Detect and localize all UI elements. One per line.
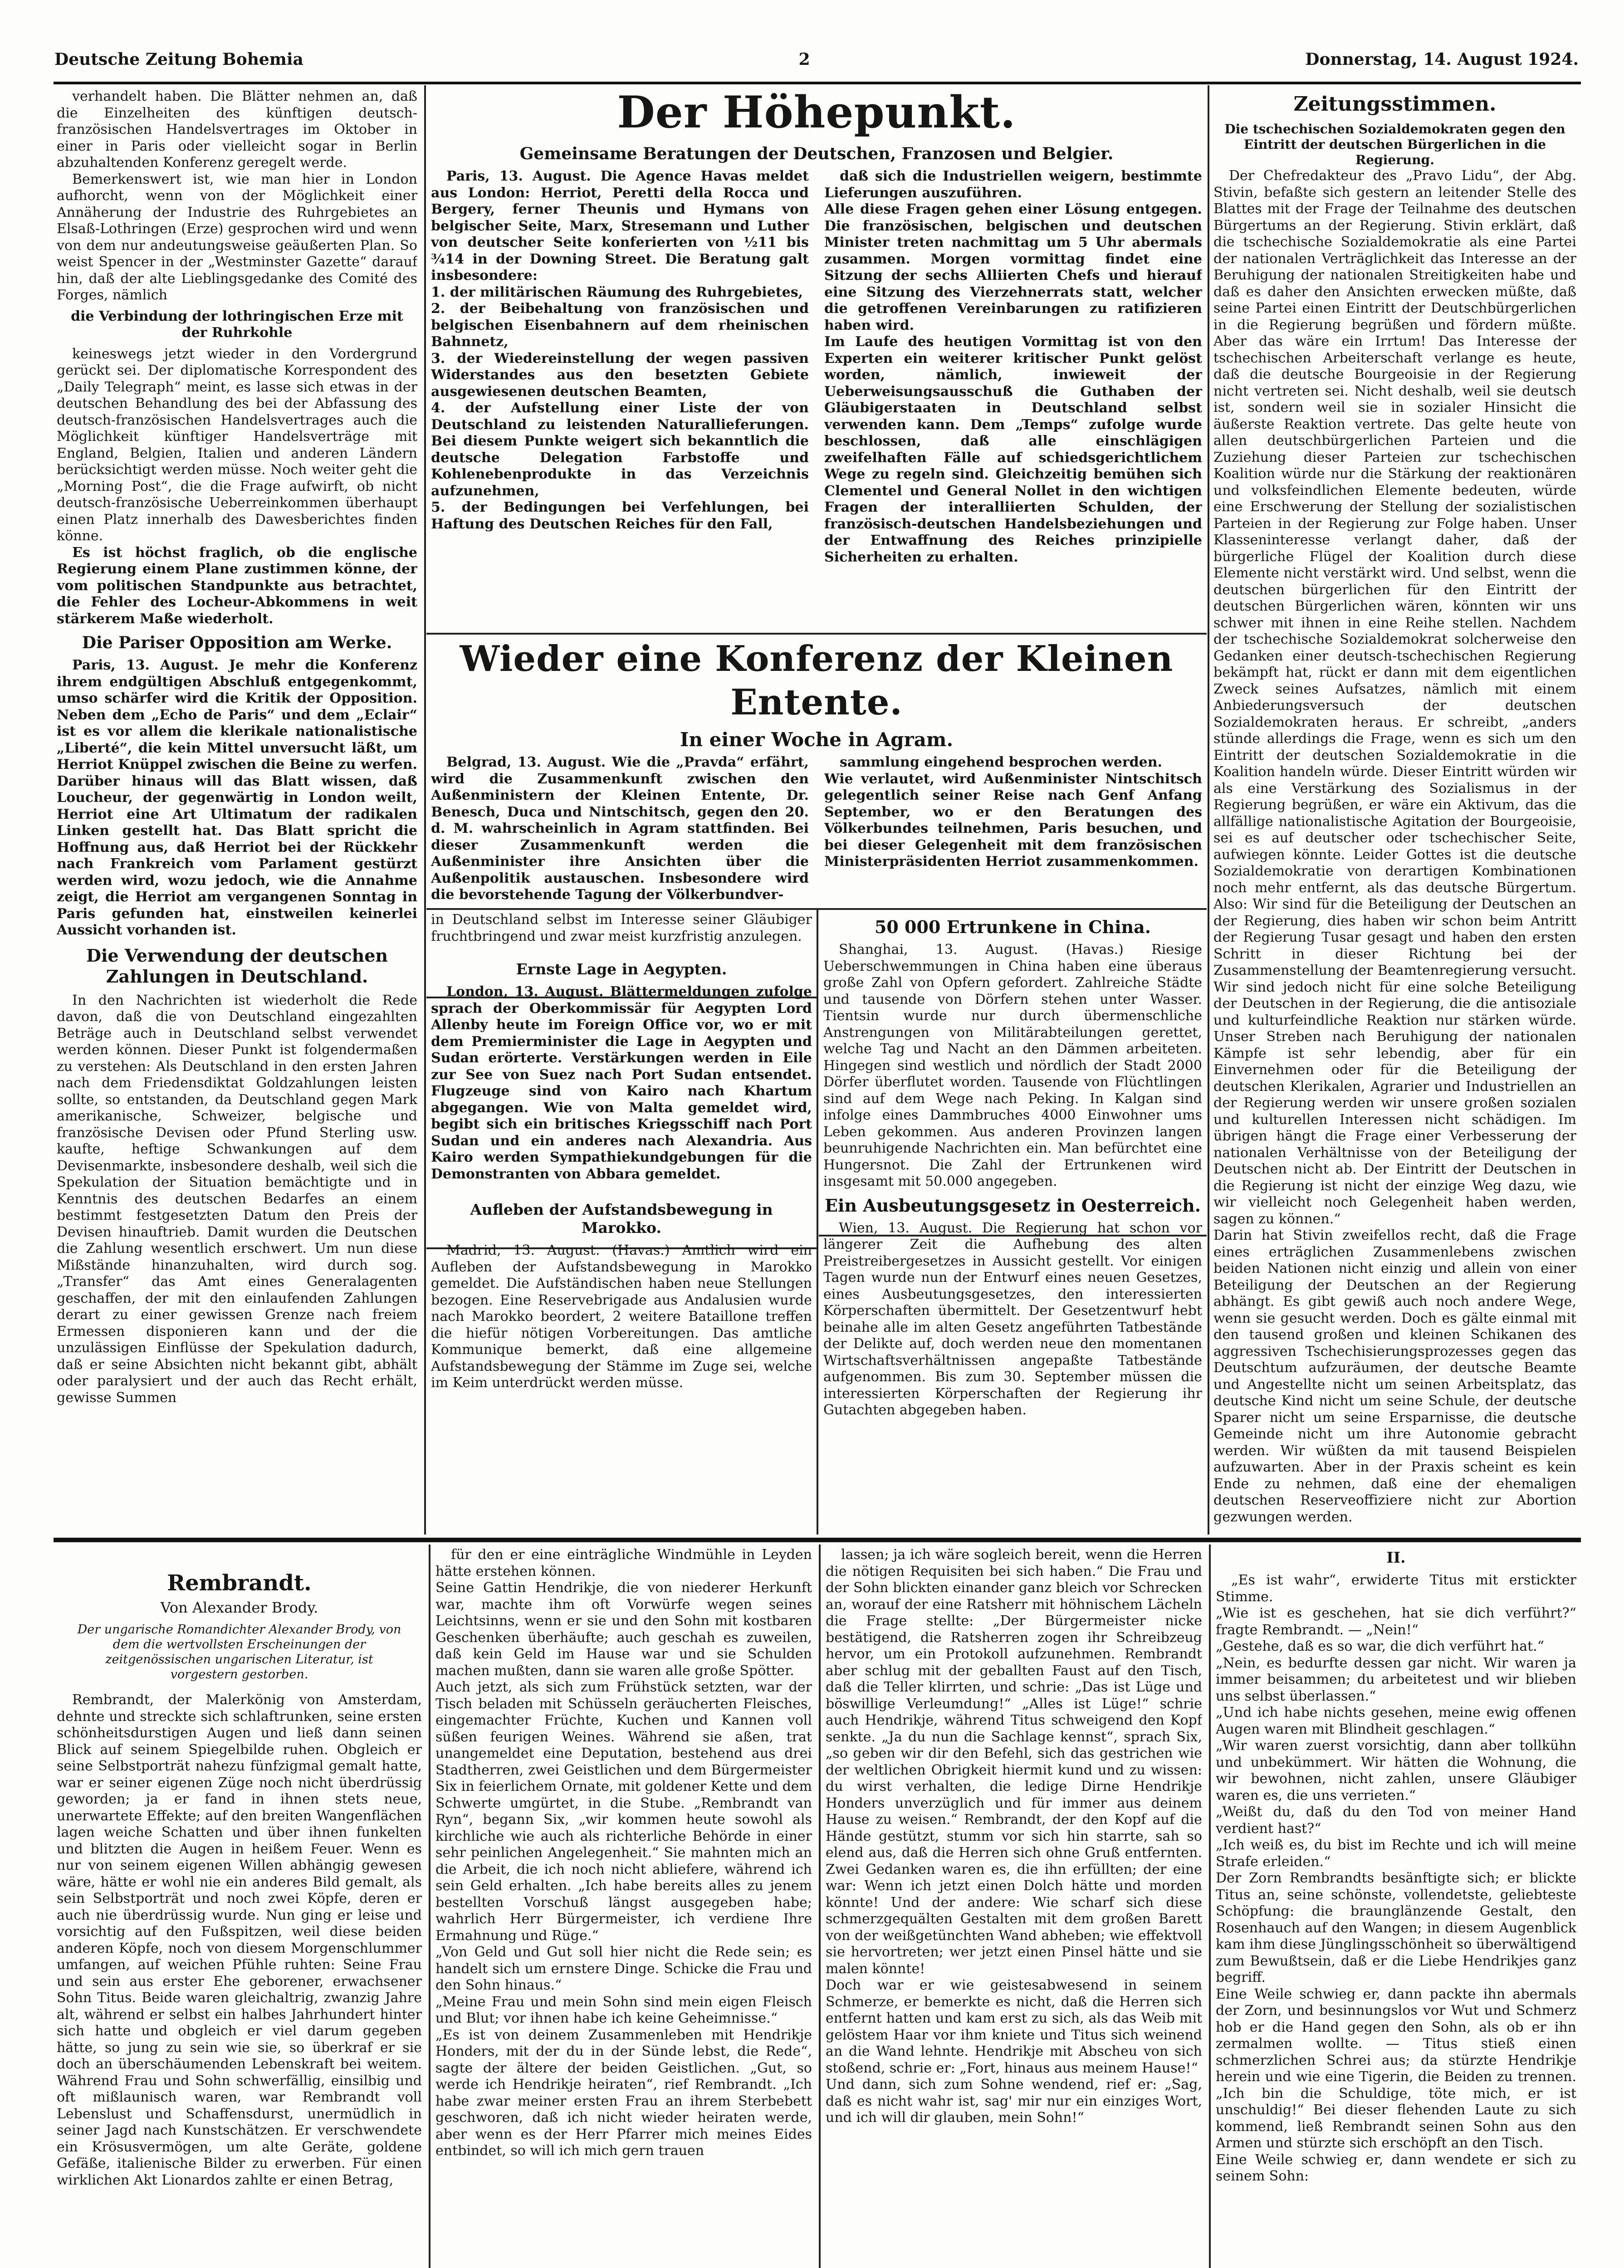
article-title: Die Verwendung der deutschen Zahlungen in Deutschland.: [86, 945, 388, 987]
article-entente: [431, 637, 1202, 907]
article-body: Madrid, 13. August. (Havas.) Amtlich wird ein Aufleben der Aufstandsbewegung in Marokko gemeldet. Die Aufständischen haben neue Stellungen bezogen. Eine Reservebrigade aus Andalusien wurde nach Marokko beordert, 2 weitere Bataillone treffen die hiefür nötigen Vorbereitungen. Das amtliche Kommunique bemerkt, daß eine allgemeine Aufstandsbewegung der Stämme im Zuge sei, welche im Keim unterdrückt werden müsse.: [431, 1242, 812, 1391]
article-body: In den Nachrichten ist wiederholt die Rede davon, daß die von Deutschland eingezahlten Beträge auch in Deutschland selbst verwendet werden können. Dieser Punkt ist folgendermaßen zu verstehen: Als Deutschland in den ersten Jahren nach dem Friedensdiktat Goldzahlungen leisten sollte, so entstanden, da Deutschland gegen Mark amerikanische, Schweizer, belgische und französische Devisen oder Pfund Sterling usw. kaufte, heftige Schwankungen auf dem Devisenmarkte, insbesondere deshalb, weil sich die Spekulation der Situation bemächtigte und in Kenntnis des deutschen Bedarfes an einem bestimmt festgesetzten Datum den Preis der Devisen hinauftrieb. Damit wurden die Deutschen die Zahlung wesentlich erschwert. Um nun diese Mißstände hinanzuhalten, wird durch sog. „Transfer“ das Amt eines Generalagenten geschaffen, der mit den einlaufenden Zahlungen derart zu einer gewissen Grenze nach freiem Ermessen disponieren kann und der die unzulässigen Einflüsse der Spekulation dadurch, daß er seine Absichten nicht bekannt gibt, abhält oder paralysiert und der auch das Recht erhält, gewisse Summen: [57, 992, 417, 1406]
feuilleton-column-4: [1216, 1547, 1576, 2268]
top-rule: [54, 82, 1581, 84]
column-rule: [817, 909, 818, 1535]
article-body-left: Paris, 13. August. Die Agence Havas meldet aus London: Herriot, Peretti della Rocca und Bergery, ferner Theunis und Hymans von belgischer Seite, Marx, Stresemann und Luther von deutscher Seite konferierten von ½11 bis ¾14 in der Downing Street. Die Beratung galt insbesondere: 1. der militärischen Räumung des Ruhrgebietes, 2. der Beibehaltung von französischen und belgischen Eisenbahnern auf dem rheinischen Bahnnetz, 3. der Wiedereinstellung der wegen passiven Widerstandes aus den besetzten Gebiete ausgewiesenen deutschen Beamten, 4. der Aufstellung einer Liste der von Deutschland zu leistenden Naturallieferungen. Bei diesem Punkte weigert sich bekanntlich die deutsche Delegation Farbstoffe und Kohlenebenprodukte in das Verzeichnis aufzunehmen, 5. der Bedingungen bei Verfehlungen, bei Haftung des Deutschen Reiches für den Fall,: [431, 168, 809, 532]
column-right: [1213, 86, 1576, 1535]
section-subtitle: Die tschechischen Sozialdemokraten gegen den Eintritt der deutschen Bürgerlichen in die Regierung.: [1224, 122, 1565, 167]
feuilleton-column-1: [57, 1547, 422, 2268]
section-rule: [426, 633, 1207, 635]
feuilleton-title: Rembrandt.: [167, 1570, 312, 1596]
article-body-right: daß sich die Industriellen weigern, bestimmte Lieferungen auszuführen. Alle diese Fragen gehen einer Lösung entgegen. Die französischen, belgischen und deutschen Minister treten nachmittag um 5 Uhr abermals zusammen. Morgen vormittag findet eine Sitzung der sechs Alliierten Chefs und hierauf eine Sitzung des Vierzehnerrats statt, welcher die getroffenen Vereinbarungen zu ratifizieren haben wird. Im Laufe des heutigen Vormittag ist von den Experten ein weiterer kritischer Punkt gelöst worden, nämlich, inwieweit der Ueberweisungsausschuß die Guthaben der Gläubigerstaaten in Deutschland selbst verwenden kann. Dem „Temps“ zufolge wurde beschlossen, daß alle einschlägigen zweifelhaften Fälle auf schiedsgerichtlichem Wege zu regeln sind. Gleichzeitig bemühen sich Clementel und General Nollet in den wichtigen Fragen der interalliierten Schulden, der französisch-deutschen Handelsbeziehungen und der Entwaffnung des Reiches prinzipielle Sicherheiten zu erhalten.: [824, 168, 1202, 565]
paragraph: verhandelt haben. Die Blätter nehmen an, daß die Einzelheiten des künftigen deutsch-französischen Handelsvertrages im Oktober in einer in Paris oder vielleicht sogar in Berlin abzuhaltenden Konferenz geregelt werde.: [57, 88, 417, 171]
article-body: Wien, 13. August. Die Regierung hat schon vor längerer Zeit die Aufhebung des alten Preistreibergesetzes in Aussicht gestellt. Vor einigen Tagen wurde nun der Entwurf eines neuen Gesetzes, eines Ausbeutungsgesetzes, den interessierten Körperschaften übermittelt. Der Gesetzentwurf hebt beinahe alle im alten Gesetz angeführten Tatbestände der Delikte auf, doch werden neue den momentanen Wirtschaftsverhältnissen angepaßte Tatbestände aufgenommen. Bis zum 30. September müssen die interessierten Körperschaften der Regierung ihr Gutachten abgegeben haben.: [823, 1220, 1202, 1418]
page-number: 2: [798, 50, 810, 69]
chapter-number: II.: [1386, 1549, 1406, 1566]
article-body: London, 13. August. Blättermeldungen zufolge sprach der Oberkommissär für Aegypten Lord Allenby heute im Foreign Office vor, wo er mit dem Premierminister die Lage in Aegypten und Sudan erörterte. Verstärkungen werden in Eile zur See von Suez nach Port Sudan entsendet. Flugzeuge sind von Kairo nach Khartum abgegangen. Wie von Malta gemeldet wird, begibt sich ein britisches Kriegsschiff nach Port Sudan und ein anderes nach Alexandria. Aus Kairo werden Sympathiekundgebungen für die Demonstranten von Abbara gemeldet.: [431, 984, 812, 1182]
paragraph: in Deutschland selbst im Interesse seiner Gläubiger fruchtbringend und zwar meist kurzfristig anzulegen.: [431, 912, 812, 944]
feuilleton-text: für den er eine einträgliche Windmühle in Leyden hätte erstehen können. Seine Gattin Hendrikje, die von niederer Herkunft war, machte ihm oft Vorwürfe wegen seines Leichtsinns, wenn er sie und den Sohn mit kostbaren Geschenken überhäufte; auch geschah es zuweilen, daß kein Geld im Hause war und sie Schulden machen mußten, dann sie waren alle große Spötter. Auch jetzt, als sich zum Frühstück setzten, war der Tisch beladen mit Schüsseln geräucherten Fleisches, eingemachter Früchte, Kuchen und Kannen voll süßen feurigen Weines. Während sie aßen, trat unangemeldet eine Deputation, bestehend aus drei Stadtherren, zwei Geistlichen und dem Bürgermeister Six in feierlichem Ornate, mit goldener Kette und dem Schwerte umgürtet, in die Stube. „Rembrandt van Ryn“, begann Six, „wir kommen heute sowohl als kirchliche wie auch als richterliche Behörde in einer sehr peinlichen Angelegenheit.“ Sie mahnten mich an die Arbeit, die ich noch nicht abliefere, während ich sein Geld erhalten. „Ich habe bereits alles zu jenem bestellten Vorschuß längst ausgegeben habe; wahrlich Herr Bürgermeister, ich verdiene Ihre Ermahnung und Rüge.“ „Von Geld und Gut soll hier nicht die Rede sein; es handelt sich um ernstere Dinge. Schicke die Frau und den Sohn hinaus.“ „Meine Frau und mein Sohn sind mein eigen Fleisch und Blut; vor ihnen habe ich keine Geheimnisse.“ „Es ist von deinem Zusammenleben mit Hendrikje Honders, mit der du in der Sünde lebst, die Rede“, sagte der ältere der beiden Geistlichen. „Gut, so werde ich Hendrikje heiraten“, rief Rembrandt. „Ich habe zwar meiner ersten Frau an ihrem Sterbebett geschworen, daß ich nicht wieder heiraten werde, aber wenn es der Herr Pfarrer mich meines Eides entbindet, so will ich mich gern trauen: [435, 1547, 812, 2159]
column-center-left: [431, 912, 812, 1535]
paragraph: Es ist höchst fraglich, ob die englische Regierung einem Plane zustimmen könne, der vom politischen Standpunkte aus betrachtet, die Fehler des Locheur-Abkommens in weit stärkerem Maße wiederholt.: [57, 544, 417, 627]
headline: Wieder eine Konferenz der Kleinen Entente.: [460, 638, 1174, 723]
paragraph: Bemerkenswert ist, wie man hier in London aufhorcht, wenn von der Möglichkeit einer Annäherung der Industrie des Ruhrgebietes an Elsaß-Lothringen (Erze) gesprochen wird und wenn von dem nur andeutungsweise geäußerten Plan. So weist Spencer in der „Westminster Gazette“ darauf hin, daß der alte Lieblingsgedanke des Comité des Forges, nämlich: [57, 171, 417, 303]
section-body: Der Chefredakteur des „Pravo Lidu“, der Abg. Stivin, befaßte sich gestern an leitender Stelle des Blattes mit der Frage der Teilnahme des deutschen Bürgertums an der Regierung. Stivin erklärt, daß die tschechische Sozialdemokratie als eine Partei der nationalen Verträglichkeit das Interesse an der Beruhigung der nationalen Streitigkeiten habe und daß es daher den Ansichten erwecken müßte, daß seine Partei einen Eintritt der Deutschbürgerlichen in die Regierung begrüßen und fördern müßte. Aber das wäre ein Irrtum! Das Interesse der tschechischen Arbeiterschaft verlange es heute, daß die deutsche Bourgeoisie in der Regierung nicht vertreten sei. Nicht deshalb, weil sie deutsch ist, sondern weil sie in sozialer Hinsicht die äußerste Reaktion vertrete. Das gelte heute von allen deutschbürgerlichen Parteien und die Zuziehung dieser Parteien zur tschechischen Koalition würde nur die Stärkung der reaktionären und volksfeindlichen Elemente bedeuten, würde eine Erschwerung der Stellung der sozialistischen Parteien in der Regierung zur Folge haben. Unser Klasseninteresse verlangt daher, daß der bürgerliche Flügel der Koalition durch diese Elemente nicht verstärkt wird. Und selbst, wenn die deutschen bürgerlichen für den Eintritt der deutschen Bürgerlichen wären, könnten wir uns schwer mit ihnen in eine Reihe stellen. Nachdem der tschechische Sozialdemokrat solcherweise den Gedanken einer deutsch-tschechischen Regierung bekämpft hat, rückt er dann mit dem eigentlichen Zweck seines Aufsatzes, nämlich mit einem Anbiederungsversuch der deutschen Sozialdemokraten heraus. Er schreibt, „anders stünde allerdings die Frage, wenn es sich um den Eintritt der deutschen Sozialdemokratie in die Koalition handeln würde. Dieser Eintritt würden wir als eine Verstärkung des Sozialismus in der Regierung begrüßen, er wäre ein Aktivum, das die allfällige nationalistische Agitation der Bourgeoisie, sei es auf deutscher oder tschechischer Seite, aufwiegen könnte. Leider Gottes ist die deutsche Sozialdemokratie von derartigen Kombinationen noch mehr entfernt, als das deutsche Bürgertum. Also: Wir sind für die Beteiligung der Deutschen an der Regierung, dies haben wir schon beim Antritt der Regierung Tusar gesagt und haben den ersten Schritt in dieser Richtung bei der Zusammenstellung der Beamtenregierung versucht. Wir sind jedoch nicht für eine solche Beteiligung der Deutschen in der Regierung, die die antisoziale und kulturfeindliche Reaktion nur stärken würde. Unser Streben nach Beruhigung der nationalen Kämpfe ist sehr lebendig, aber für ein Einvernehmen oder für die Beteiligung der deutschen Klerikalen, Agrarier und Industriellen an der Regierung werden wir unsere großen sozialen und kulturellen Interessen nicht schädigen. Im übrigen hängt die Frage einer Verbesserung der nationalen Verhältnisse von der Beteiligung der Deutschen nicht ab. Der Eintritt der Deutschen in die Regierung ist nicht der einzige Weg dazu, wie wir vielleicht noch Gelegenheit haben werden, sagen zu können.“ Darin hat Stivin zweifellos recht, daß die Frage eines erträglichen Zusammenlebens zwischen beiden Nationen nicht einzig und allein von einer Beteiligung der Deutschen an der Regierung abhängt. Es gibt gewiß auch noch andere Wege, wenn sie gesucht werden. Doch es gälte einmal mit den tausend großen und kleinen Schikanen des aggressiven Tschechisierungsprozesses gegen das Deutschtum aufzuräumen, der deutsche Beamte und Angestellte nicht um seinen Arbeitsplatz, das deutsche Kind nicht um seine Schule, der deutsche Sparer nicht um seine Ersparnisse, die deutsche Gemeinde nicht um ihre Autonomie gebracht werden. Wir wüßten da mit tausend Beispielen aufzuwarten. Aber in der Praxis scheint es kein Ende zu nehmen, daß eine der ehemaligen deutschen Reserveoffiziere nicht zur Abortion gezwungen werden.: [1213, 168, 1576, 1525]
masthead: Deutsche Zeitung Bohemia: [54, 50, 303, 69]
column-rule: [1208, 85, 1209, 1535]
section-title: Zeitungsstimmen.: [1293, 93, 1497, 116]
article-hoehepunkt: [431, 86, 1202, 631]
article-body: Shanghai, 13. August. (Havas.) Riesige Ueberschwemmungen in China haben eine überaus große Zahl von Opfern gefordert. Zahlreiche Städte und tausende von Dörfern stehen unter Wasser. Tientsin wurde nur durch übermenschliche Anstrengungen von Militärabteilungen gerettet, welche Tag und Nacht an den Dämmen arbeiteten. Hingegen sind westlich und nördlich der Stadt 2000 Dörfer überflutet worden. Tausende von Flüchtlingen sind auf dem Wege nach Peking. In Kalgan sind infolge eines Dammbruches 4000 Einwohner ums Leben gekommen. Aus anderen Provinzen langen beunruhigende Nachrichten ein. Man befürchtet eine Hungersnot. Die Zahl der Ertrunkenen wird insgesamt mit 50.000 angegeben.: [823, 942, 1202, 1189]
column-left: [57, 88, 417, 1533]
paragraph: keineswegs jetzt wieder in den Vordergrund gerückt sei. Der diplomatische Korrespondent des „Daily Telegraph“ meint, es lasse sich etwas in der deutschen Behandlung des bei der Abfassung des deutsch-französischen Handelsvertrages auch die Möglichkeit künftiger Handelsverträge mit England, Belgien, Italien und anderen Ländern berücksichtigt werden müsse. Noch weiter geht die „Morning Post“, die die Frage aufwirft, ob nicht deutsch-französische Ueberreinkommen überhaupt einen Platz innerhalb des Dawesberichtes finden könne.: [57, 346, 417, 544]
subheadline: In einer Woche in Agram.: [680, 728, 954, 751]
subheadline: Gemeinsame Beratungen der Deutschen, Franzosen und Belgier.: [519, 144, 1114, 163]
feuilleton-column-3: [826, 1547, 1202, 2268]
column-center-right: [823, 912, 1202, 1535]
running-head: [54, 44, 1579, 75]
column-rule: [819, 1545, 821, 2268]
feuilleton-text: Rembrandt, der Malerkönig von Amsterdam, dehnte und streckte sich schlaftrunken, seine ersten schönheitsdurstigen Augen und ließ dann seinen Blick auf seinem Spiegelbilde ruhen. Obgleich er seine Selbstporträt nahezu fünfzigmal gemalt hatte, war er seiner eigenen Züge noch nicht überdrüssig geworden; ja er fand in ihnen stets neue, unerwartete Effekte; auf den breiten Wangenflächen lagen weiche Schatten und über ihnen funkelten und blitzten die Augen in heißem Feuer. Wenn es nur von seinem eigenen Willen abhängig gewesen wäre, hätte er wohl nie ein anderes Bild gemalt, als sein Selbstporträt und noch zwei Köpfe, deren er auch nie überdrüssig wurde. Nun ging er leise und vorsichtig auf den Fußspitzen, weil diese beiden anderen Köpfe, noch von diesem Morgenschlummer umfangen, auf weichen Pfühle ruhten: Seine Frau und sein aus erster Ehe geborener, erwachsener Sohn Titus. Beide waren gleichaltrig, zwanzig Jahre alt, während er selbst ein halbes Jahrhundert hinter sich hatte und obgleich er viel darum gegeben hätte, so jung zu sein wie sie, so überkraf er sie doch an überschäumenden Lebenskraft bei weitem. Während Frau und Sohn schwerfällig, einsilbig und oft mißlaunisch waren, war Rembrandt voll Lebenslust und Schaffensdurst, unermüdlich in seiner Jagd nach Kunstschätzen. Er verschwendete ein Krösusvermögen, um alte Geräte, goldene Gefäße, italienische Bilder zu erwerben. Für einen wirklichen Akt Lionardos zahlte er einen Betrag,: [57, 1692, 422, 2188]
quoted-heading: die Verbindung der lothringischen Erze mit der Ruhrkohle: [71, 308, 403, 341]
headline: Der Höhepunkt.: [617, 87, 1016, 138]
article-title: Aufleben der Aufstandsbewegung in Marokko.: [470, 1201, 773, 1237]
feuilleton-text: lassen; ja ich wäre sogleich bereit, wenn die Herren die nötigen Requisiten bei sich haben.“ Die Frau und der Sohn blickten einander ganz bleich vor Schrecken an, worauf der eine Ratsherr mit höhnischem Lächeln die Frage stellte: „Der Bürgermeister nicke bestätigend, die Ratsherren zogen ihr Schreibzeug hervor, um ein Protokoll aufzunehmen. Rembrandt aber schlug mit der geballten Faust auf den Tisch, daß die Teller klirrten, und schrie: „Das ist Lüge und böswillige Verleumdung!“ „Alles ist Lüge!“ schrie auch Hendrikje, während Titus schweigend den Kopf senkte. „Ja du nun die Sachlage kennst“, sprach Six, „so geben wir dir den Befehl, sich das gestrichen wie der weltlichen Obrigkeit hiermit kund und zu wissen: du wirst verhalten, die ledige Dirne Hendrikje Honders unverzüglich und für immer aus deinem Hause zu weisen.“ Rembrandt, der den Kopf auf die Hände gestützt, stumm vor sich hin starrte, sah so elend aus, daß die Herren sich ohne Gruß entfernten. Zwei Gedanken waren es, die ihn erfüllten; der eine war: Wenn ich jetzt einen Dolch hätte und morden könnte! Und der andere: Wie scharf sich diese schmerzgequälten Gestalten mit dem großen Barett von der weißgetünchten Wand abheben; wie effektvoll sie hervortreten; wer jetzt einen Pinsel hätte und sie malen könnte! Doch war er wie geistesabwesend in seinem Schmerze, er bemerkte es nicht, daß die Herren sich entfernt hatten und kam erst zu sich, als das Weib mit gelöstem Haar vor ihm kniete und Titus sich weinend an die Wand lehnte. Hendrikje mit Abscheu von sich stoßend, schrie er: „Fort, hinaus aus meinem Hause!“ Und dann, sich zum Sohne wendend, rief er: „Sag, daß es nicht wahr ist, sag' mir nur ein einziges Wort, und ich will dir glauben, mein Sohn!“: [826, 1547, 1202, 2126]
section-rule: [426, 908, 1207, 910]
article-body: Paris, 13. August. Je mehr die Konferenz ihrem endgültigen Abschluß entgegenkommt, umso schärfer wird die Kritik der Opposition. Neben dem „Echo de Paris“ und dem „Eclair“ ist es vor allem die klerikale nationalistische „Liberté“, die kein Mittel unversucht läßt, um Herriot Knüppel zwischen die Beine zu werfen. Darüber hinaus will das Blatt wissen, daß Loucheur, der gegenwärtig in London weilt, Herriot eine Art Ultimatum der radikalen Linken gestellt hat. Das Blatt spricht die Hoffnung aus, daß Herriot bei der Rückkehr nach Frankreich vom Parlament gestürzt werden wird, wozu jedoch, wie die Annahme zeigt, die Herriot am vergangenen Sonntag in Paris gefunden hat, einstweilen keinerlei Aussicht vorhanden ist.: [57, 657, 417, 938]
feuilleton-rule: [54, 1538, 1581, 1542]
column-rule: [429, 1545, 430, 2268]
article-title: Die Pariser Opposition am Werke.: [82, 633, 392, 652]
feuilleton-note: Der ungarische Romandichter Alexander Brody, von dem die wertvollsten Erscheinungen der zeitgenössischen ungarischen Literatur, ist vorgestern gestorben.: [77, 1623, 401, 1681]
column-rule: [1209, 1545, 1211, 2268]
article-title: 50 000 Ertrunkene in China.: [874, 917, 1151, 937]
feuilleton-text: „Es ist wahr“, erwiderte Titus mit erstickter Stimme. „Wie ist es geschehen, hat sie dich verführt?“ fragte Rembrandt. — „Nein!“ „Gestehe, daß es so war, die dich verführt hat.“ „Nein, es bedurfte dessen gar nicht. Wir waren ja immer beisammen; du arbeitetest und wir blieben uns selbst überlassen.“ „Und ich habe nichts gesehen, meine ewig offenen Augen waren mit Blindheit geschlagen.“ „Wir waren zuerst vorsichtig, dann aber tollkühn und unbekümmert. Wir hätten die Wohnung, die wir bewohnen, nicht zahlen, unsere Gläubiger waren es, die uns verrieten.“ „Weißt du, daß du den Tod von meiner Hand verdient hast?“ „Ich weiß es, du bist im Rechte und ich will meine Strafe erleiden.“ Der Zorn Rembrandts besänftigte sich; er blickte Titus an, seine schönste, vollendetste, geliebteste Schöpfung: die braunglänzende Gestalt, den Rosenhauch auf den Wangen; in diesem Augenblick kam ihm diese Jünglingsschönheit so überwältigend zum Bewußtsein, daß er die Liebe Hendrikjes ganz begriff. Eine Weile schwieg er, dann packte ihn abermals der Zorn, und besinnungslos vor Wut und Schmerz hob er die Hand gegen den Sohn, als ob er ihn zermalmen wollte. — Titus stieß einen schmerzlichen Schrei aus; da stürzte Hendrikje herein und wie eine Tigerin, die Beiden zu trennen. „Ich bin die Schuldige, töte mich, er ist unschuldig!“ Bei dieser flehenden Laute zu sich kommend, ließ Rembrandt seinen Sohn aus den Armen und stürzte sich erschöpft an den Tisch. Eine Weile schwieg er, dann wendete er sich zu seinem Sohn:: [1216, 1572, 1576, 2184]
article-body-right: sammlung eingehend besprochen werden. Wie verlautet, wird Außenminister Nintschitsch gelegentlich seiner Reise nach Genf Anfang September, wo er den Beratungen des Völkerbundes teilnehmen, Paris besuchen, und bei dieser Gelegenheit mit dem französischen Ministerpräsidenten Herriot zusammenkommen.: [824, 754, 1202, 870]
article-body-left: Belgrad, 13. August. Wie die „Pravda“ erfährt, wird die Zusammenkunft zwischen den Außenministern der Kleinen Entente, Dr. Benesch, Duca und Nintschitsch, gegen den 20. d. M. wahrscheinlich in Agram stattfinden. Bei dieser Zusammenkunft werden die Außenminister ihre Ansichten über die Außenpolitik austauschen. Insbesondere wird die bevorstehende Tagung der Völkerbundver-: [431, 754, 809, 903]
feuilleton-author: Von Alexander Brody.: [160, 1599, 318, 1616]
issue-date: Donnerstag, 14. August 1924.: [1305, 50, 1579, 69]
feuilleton-column-2: [435, 1547, 812, 2268]
column-rule: [424, 85, 426, 1535]
article-title: Ernste Lage in Aegypten.: [516, 960, 727, 978]
article-title: Ein Ausbeutungsgesetz in Oesterreich.: [825, 1195, 1201, 1216]
